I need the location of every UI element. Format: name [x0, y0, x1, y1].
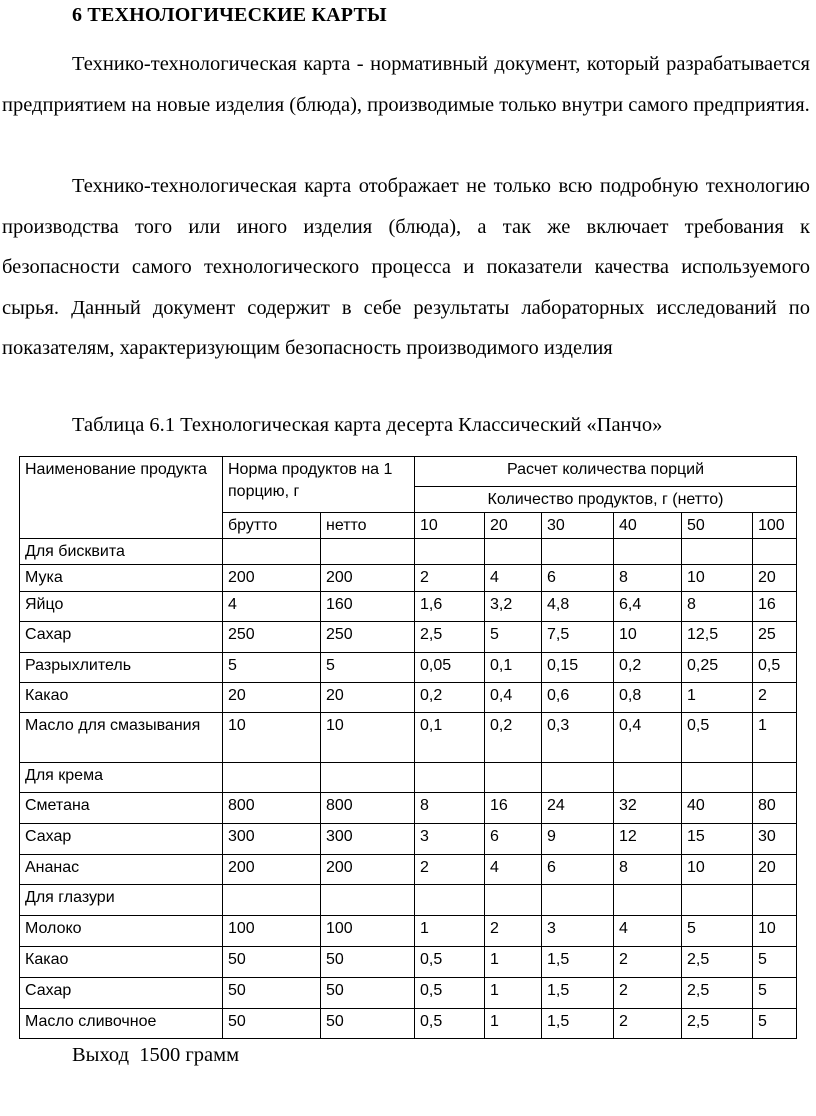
product-name: Сахар [20, 622, 223, 653]
empty-cell [485, 763, 542, 793]
header-norm: Норма продуктов на 1 порцию, г [223, 457, 415, 513]
table-row [20, 713, 797, 763]
brutto-value: 10 [223, 713, 321, 763]
portion-value: 4,8 [542, 592, 614, 622]
netto-value: 100 [321, 916, 415, 947]
portion-value: 20 [753, 855, 797, 885]
empty-cell [614, 885, 682, 916]
empty-cell [753, 763, 797, 793]
empty-cell [415, 885, 485, 916]
netto-value: 300 [321, 824, 415, 855]
header-calc-portions: Расчет количества порций [415, 457, 797, 487]
portion-value: 2 [614, 1009, 682, 1039]
table-row [20, 855, 797, 885]
portion-value: 1,5 [542, 978, 614, 1009]
portion-value: 6 [542, 565, 614, 592]
product-name: Сметана [20, 793, 223, 824]
product-name: Какао [20, 683, 223, 713]
table-row [20, 565, 797, 592]
portion-value: 0,1 [415, 713, 485, 763]
empty-cell [542, 763, 614, 793]
header-row-1 [20, 457, 797, 487]
portion-value: 12 [614, 824, 682, 855]
portion-value: 0,5 [682, 713, 753, 763]
portion-value: 0,15 [542, 653, 614, 683]
empty-cell [682, 539, 753, 565]
portion-value: 0,8 [614, 683, 682, 713]
table-row [20, 592, 797, 622]
portion-value: 80 [753, 793, 797, 824]
portion-value: 4 [485, 855, 542, 885]
brutto-value: 100 [223, 916, 321, 947]
netto-value: 5 [321, 653, 415, 683]
empty-cell [321, 763, 415, 793]
portion-value: 2 [753, 683, 797, 713]
portion-value: 16 [753, 592, 797, 622]
portion-value: 32 [614, 793, 682, 824]
netto-value: 800 [321, 793, 415, 824]
portion-value: 0,5 [415, 947, 485, 978]
portion-value: 10 [753, 916, 797, 947]
empty-cell [682, 885, 753, 916]
product-name: Масло сливочное [20, 1009, 223, 1039]
netto-value: 50 [321, 947, 415, 978]
portion-value: 1 [485, 947, 542, 978]
portion-value: 6,4 [614, 592, 682, 622]
header-portion-20: 20 [485, 513, 542, 539]
section-row [20, 763, 797, 793]
section-label: Для крема [20, 763, 223, 793]
header-portion-50: 50 [682, 513, 753, 539]
portion-value: 40 [682, 793, 753, 824]
product-name: Масло для смазывания [20, 713, 223, 763]
portion-value: 1 [485, 1009, 542, 1039]
header-brutto: брутто [223, 513, 321, 539]
portion-value: 0,5 [415, 978, 485, 1009]
portion-value: 4 [614, 916, 682, 947]
netto-value: 250 [321, 622, 415, 653]
paragraph-description: Технико-технологическая карта отображает не только всю подробную технологию производства того или иного изделия (блюда), а так же включает требования к безопасности самого технологического процесса и показатели качества используемого сырья. Данный документ содержит в себе результаты лабораторных исследований по показателям, характеризующим безопасность производимого изделия [2, 175, 810, 359]
product-name: Разрыхлитель [20, 653, 223, 683]
table-row [20, 622, 797, 653]
portion-value: 2 [614, 947, 682, 978]
portion-value: 10 [682, 855, 753, 885]
portion-value: 8 [614, 855, 682, 885]
brutto-value: 200 [223, 855, 321, 885]
portion-value: 0,4 [485, 683, 542, 713]
portion-value: 16 [485, 793, 542, 824]
portion-value: 1,5 [542, 947, 614, 978]
brutto-value: 200 [223, 565, 321, 592]
brutto-value: 300 [223, 824, 321, 855]
table-row [20, 653, 797, 683]
portion-value: 12,5 [682, 622, 753, 653]
portion-value: 0,6 [542, 683, 614, 713]
section-row [20, 539, 797, 565]
header-quantity-netto: Количество продуктов, г (нетто) [415, 487, 797, 513]
empty-cell [485, 539, 542, 565]
empty-cell [321, 539, 415, 565]
empty-cell [614, 539, 682, 565]
product-name: Какао [20, 947, 223, 978]
portion-value: 0,4 [614, 713, 682, 763]
product-name: Ананас [20, 855, 223, 885]
product-name: Сахар [20, 978, 223, 1009]
brutto-value: 50 [223, 947, 321, 978]
empty-cell [753, 539, 797, 565]
portion-value: 2,5 [682, 1009, 753, 1039]
section-label: Для бисквита [20, 539, 223, 565]
netto-value: 50 [321, 1009, 415, 1039]
portion-value: 20 [753, 565, 797, 592]
portion-value: 1 [415, 916, 485, 947]
portion-value: 0,2 [415, 683, 485, 713]
empty-cell [542, 539, 614, 565]
portion-value: 1,5 [542, 1009, 614, 1039]
portion-value: 2 [415, 855, 485, 885]
portion-value: 9 [542, 824, 614, 855]
table-row [20, 978, 797, 1009]
brutto-value: 20 [223, 683, 321, 713]
portion-value: 0,2 [485, 713, 542, 763]
portion-value: 5 [753, 947, 797, 978]
portion-value: 10 [682, 565, 753, 592]
header-portion-100: 100 [753, 513, 797, 539]
empty-cell [753, 885, 797, 916]
header-portion-10: 10 [415, 513, 485, 539]
portion-value: 24 [542, 793, 614, 824]
portion-value: 0,5 [415, 1009, 485, 1039]
portion-value: 0,2 [614, 653, 682, 683]
portion-value: 2 [614, 978, 682, 1009]
empty-cell [223, 539, 321, 565]
table-row [20, 947, 797, 978]
yield-footer: Выход 1500 грамм [72, 1044, 240, 1066]
portion-value: 7,5 [542, 622, 614, 653]
header-netto: нетто [321, 513, 415, 539]
brutto-value: 250 [223, 622, 321, 653]
portion-value: 2,5 [415, 622, 485, 653]
table-body [20, 457, 797, 1039]
empty-cell [321, 885, 415, 916]
portion-value: 0,5 [753, 653, 797, 683]
portion-value: 1 [485, 978, 542, 1009]
empty-cell [542, 885, 614, 916]
empty-cell [415, 539, 485, 565]
table-row [20, 1009, 797, 1039]
empty-cell [614, 763, 682, 793]
empty-cell [682, 763, 753, 793]
table-row [20, 683, 797, 713]
portion-value: 5 [753, 978, 797, 1009]
empty-cell [415, 763, 485, 793]
netto-value: 20 [321, 683, 415, 713]
table-row [20, 793, 797, 824]
portion-value: 0,25 [682, 653, 753, 683]
portion-value: 5 [682, 916, 753, 947]
portion-value: 8 [415, 793, 485, 824]
brutto-value: 5 [223, 653, 321, 683]
netto-value: 160 [321, 592, 415, 622]
brutto-value: 800 [223, 793, 321, 824]
empty-cell [485, 885, 542, 916]
portion-value: 0,1 [485, 653, 542, 683]
netto-value: 10 [321, 713, 415, 763]
brutto-value: 4 [223, 592, 321, 622]
header-portion-30: 30 [542, 513, 614, 539]
portion-value: 2 [415, 565, 485, 592]
portion-value: 6 [542, 855, 614, 885]
header-portion-40: 40 [614, 513, 682, 539]
section-row [20, 885, 797, 916]
brutto-value: 50 [223, 978, 321, 1009]
empty-cell [223, 763, 321, 793]
empty-cell [223, 885, 321, 916]
header-product-name: Наименование продукта [20, 457, 223, 539]
portion-value: 10 [614, 622, 682, 653]
portion-value: 15 [682, 824, 753, 855]
portion-value: 2,5 [682, 947, 753, 978]
product-name: Яйцо [20, 592, 223, 622]
product-name: Молоко [20, 916, 223, 947]
portion-value: 6 [485, 824, 542, 855]
portion-value: 0,05 [415, 653, 485, 683]
portion-value: 25 [753, 622, 797, 653]
portion-value: 5 [485, 622, 542, 653]
portion-value: 8 [614, 565, 682, 592]
table-row [20, 916, 797, 947]
section-heading: 6 ТЕХНОЛОГИЧЕСКИЕ КАРТЫ [72, 4, 387, 26]
portion-value: 30 [753, 824, 797, 855]
portion-value: 3 [415, 824, 485, 855]
netto-value: 200 [321, 855, 415, 885]
table-row [20, 824, 797, 855]
portion-value: 4 [485, 565, 542, 592]
product-name: Мука [20, 565, 223, 592]
portion-value: 0,3 [542, 713, 614, 763]
portion-value: 1,6 [415, 592, 485, 622]
paragraph-definition: Технико-технологическая карта - нормативный документ, который разрабатывается предприятием на новые изделия (блюда), производимые только внутри самого предприятия. [2, 53, 810, 116]
portion-value: 2 [485, 916, 542, 947]
portion-value: 3 [542, 916, 614, 947]
portion-value: 5 [753, 1009, 797, 1039]
portion-value: 8 [682, 592, 753, 622]
tech-card-table [19, 456, 797, 1039]
portion-value: 2,5 [682, 978, 753, 1009]
section-label: Для глазури [20, 885, 223, 916]
portion-value: 1 [682, 683, 753, 713]
netto-value: 50 [321, 978, 415, 1009]
portion-value: 1 [753, 713, 797, 763]
brutto-value: 50 [223, 1009, 321, 1039]
table-caption: Таблица 6.1 Технологическая карта десерта Классический «Панчо» [72, 414, 663, 436]
product-name: Сахар [20, 824, 223, 855]
netto-value: 200 [321, 565, 415, 592]
portion-value: 3,2 [485, 592, 542, 622]
